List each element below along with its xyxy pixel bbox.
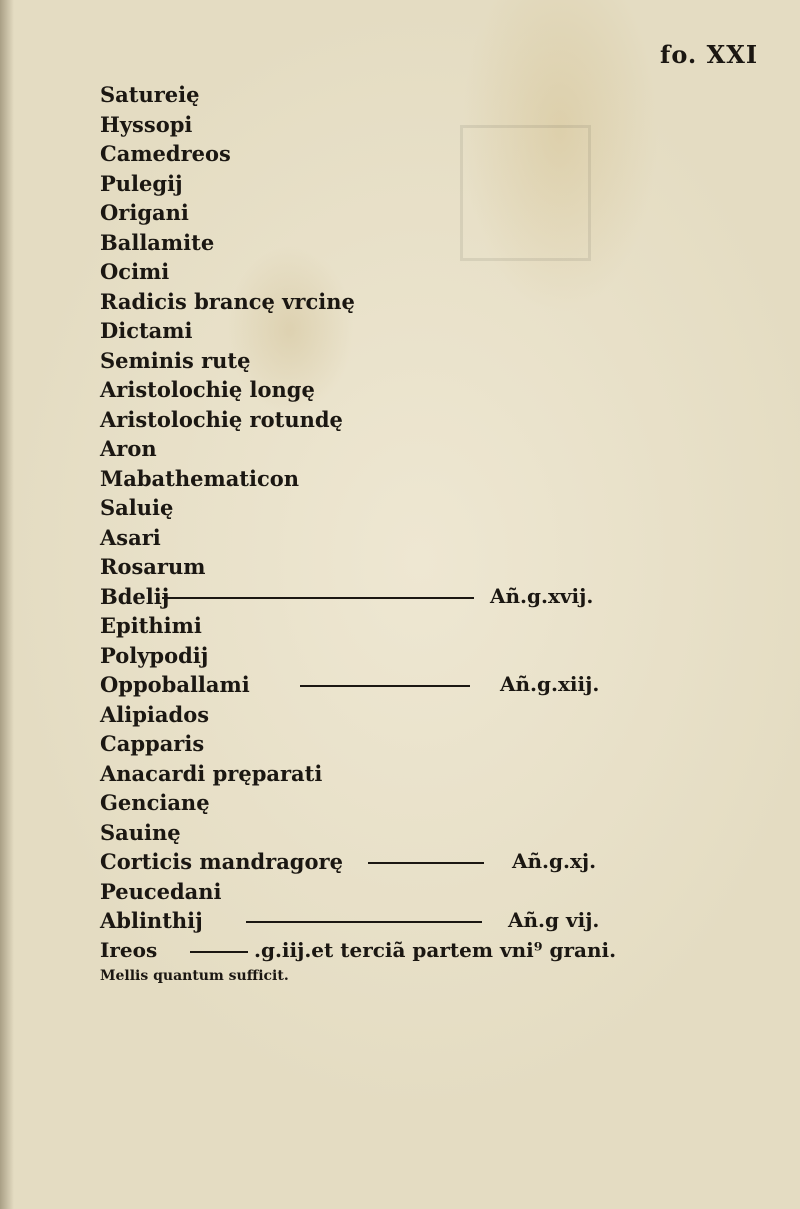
ingredient-line [100,611,620,641]
ingredient-name: Hyssopi [100,111,193,137]
ingredient-name: Oppoballami [100,672,250,697]
ingredient-name: Gencianę [100,790,210,815]
ingredient-line [100,906,620,936]
ingredient-line [100,110,620,140]
ingredient-line [100,169,620,199]
ireos-line [100,936,620,966]
ingredient-line [100,670,620,700]
ingredient-line [100,759,620,789]
ingredient-name: Pulegij [100,170,183,196]
ingredient-line [100,198,620,228]
binding-gutter [0,0,14,1209]
ingredient-line [100,582,620,612]
ingredient-name: Asari [100,524,161,550]
ingredient-name: Camedreos [100,141,231,166]
ingredient-name: Aristolochię rotundę [100,406,343,432]
ingredient-line [100,257,620,287]
ingredient-line [100,877,620,907]
ingredient-line [100,818,620,848]
ingredient-line [100,316,620,346]
ingredient-line [100,287,620,317]
ingredient-line [100,729,620,759]
ingredient-name: Alipiados [100,701,210,727]
ingredient-name: Dictami [100,318,193,343]
closing-line: Mellis quantum sufficit. [100,968,289,984]
ingredient-name: Peucedani [100,878,222,904]
ingredient-name: Ocimi [100,259,170,284]
dose-value: Añ.g.xiij. [500,672,600,696]
ingredient-name: Aristolochię longę [100,377,315,402]
ingredient-name: Ablinthij [100,908,203,933]
ingredient-name: Ballamite [100,229,215,255]
dose-leader-rule [190,951,248,953]
ingredient-line [100,700,620,730]
folio-number: fo. XXI [660,40,759,69]
ingredient-line [100,847,620,877]
dose-leader-rule [162,597,474,599]
ingredient-line [100,552,620,582]
ingredient-list [100,80,620,987]
dose-leader-rule [368,862,484,864]
ingredient-line [100,788,620,818]
dose-value: Añ.g.xvij. [490,583,594,608]
dose-value: Añ.g.xj. [512,849,597,873]
ingredient-line [100,375,620,405]
ingredient-line [100,139,620,169]
dose-leader-rule [300,685,470,687]
ingredient-name: Saluię [100,495,174,520]
ingredient-line [100,405,620,435]
ingredient-line [100,523,620,553]
ingredient-line [100,346,620,376]
ingredient-name: Epithimi [100,613,202,638]
ingredient-name: Sauinę [100,819,181,845]
ingredient-name: Origani [100,200,189,225]
ingredient-name: Radicis brancę vrcinę [100,288,355,314]
ingredient-name: Mabathematicon [100,465,300,491]
ingredient-line [100,434,620,464]
dose-leader-rule [246,921,482,923]
ingredient-name: Polypodij [100,642,209,668]
ingredient-name: Corticis mandragorę [100,849,343,874]
dose-value: .g.iij.et terciã partem vni⁹ grani. [254,937,617,962]
ingredient-line [100,80,620,110]
ingredient-name: Seminis rutę [100,347,251,373]
ingredient-line [100,464,620,494]
ingredient-line [100,641,620,671]
ingredient-name: Aron [100,436,157,461]
ingredient-line [100,228,620,258]
ingredient-name: Satureię [100,82,200,107]
ingredient-name: Anacardi pręparati [100,760,323,786]
ingredient-name: Rosarum [100,554,206,579]
ingredient-name: Bdelij [100,583,170,609]
ingredient-name: Capparis [100,731,205,756]
dose-value: Añ.g vij. [508,908,600,932]
ingredient-line [100,493,620,523]
ingredient-name: Ireos [100,937,158,962]
